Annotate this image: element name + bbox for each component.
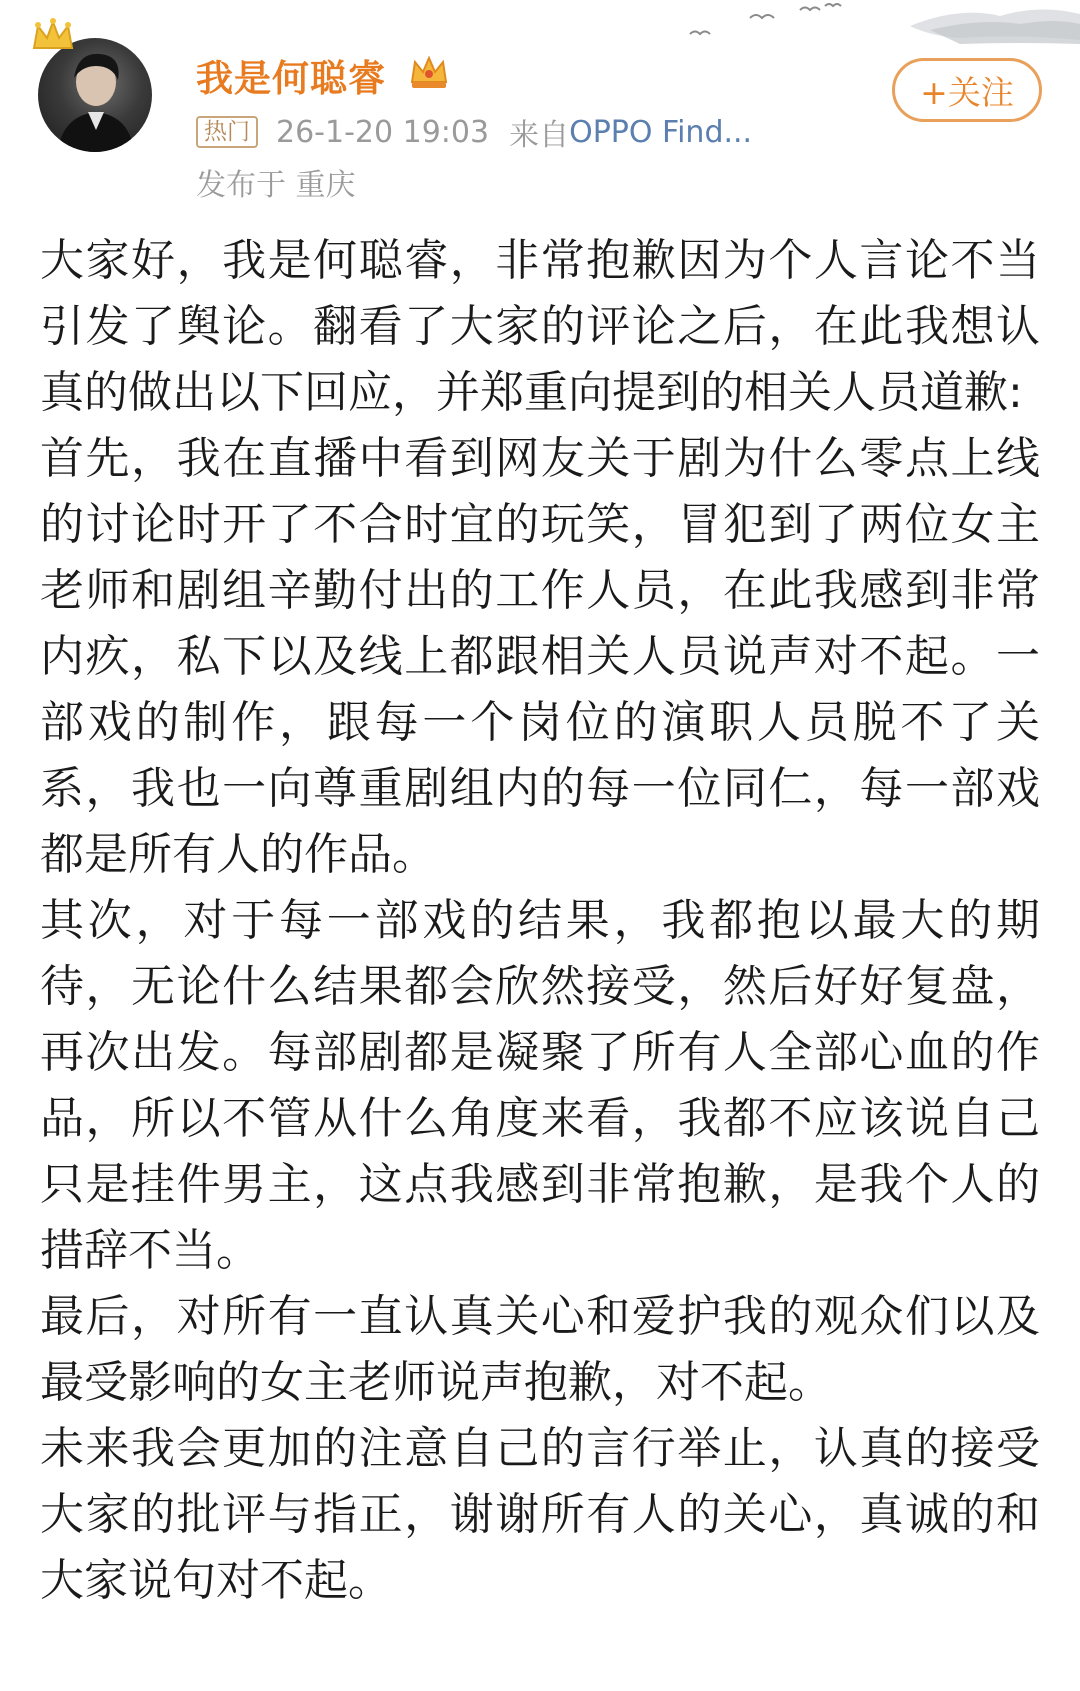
follow-button[interactable]: +关注: [892, 58, 1042, 122]
crown-icon: [30, 16, 76, 56]
post-meta: [196, 112, 752, 152]
post-paragraph: 首先，我在直播中看到网友关于剧为什么零点上线的讨论时开了不合时宜的玩笑，冒犯到了两位女主老师和剧组辛勤付出的工作人员，在此我感到非常内疚，私下以及线上都跟相关人员说声对不起。一部戏的制作，跟每一个岗位的演职人员脱不了关系，我也一向尊重剧组内的每一位同仁，每一部戏都是所有人的作品。: [40, 433, 1040, 880]
source-prefix: 来自: [509, 118, 570, 153]
hot-badge[interactable]: 热门: [196, 116, 258, 148]
post-timestamp: 26-1-20 19:03: [276, 114, 490, 150]
post-content: [40, 228, 1040, 1614]
post-paragraph: 大家好，我是何聪睿，非常抱歉因为个人言论不当引发了舆论。翻看了大家的评论之后，在此我想认真的做出以下回应，并郑重向提到的相关人员道歉:: [40, 235, 1040, 418]
birds-mountain-decoration: [660, 0, 1080, 60]
post-paragraph: 其次，对于每一部戏的结果，我都抱以最大的期待，无论什么结果都会欣然接受，然后好好复盘，再次出发。每部剧都是凝聚了所有人全部心血的作品，所以不管从什么角度来看，我都不应该说自己只是挂件男主，这点我感到非常抱歉，是我个人的措辞不当。: [40, 895, 1040, 1276]
source-device-link[interactable]: OPPO Find...: [569, 114, 753, 150]
avatar-container[interactable]: [38, 38, 152, 152]
post-location: 发布于 重庆: [196, 168, 356, 203]
post-header: [0, 0, 1080, 205]
author-name[interactable]: 我是何聪睿: [196, 57, 386, 100]
vip-crown-icon[interactable]: [408, 52, 450, 92]
post-paragraph: 未来我会更加的注意自己的言行举止，认真的接受大家的批评与指正，谢谢所有人的关心，真诚的和大家说句对不起。: [40, 1423, 1040, 1606]
post-paragraph: 最后，对所有一直认真关心和爱护我的观众们以及最受影响的女主老师说声抱歉，对不起。: [40, 1291, 1040, 1408]
